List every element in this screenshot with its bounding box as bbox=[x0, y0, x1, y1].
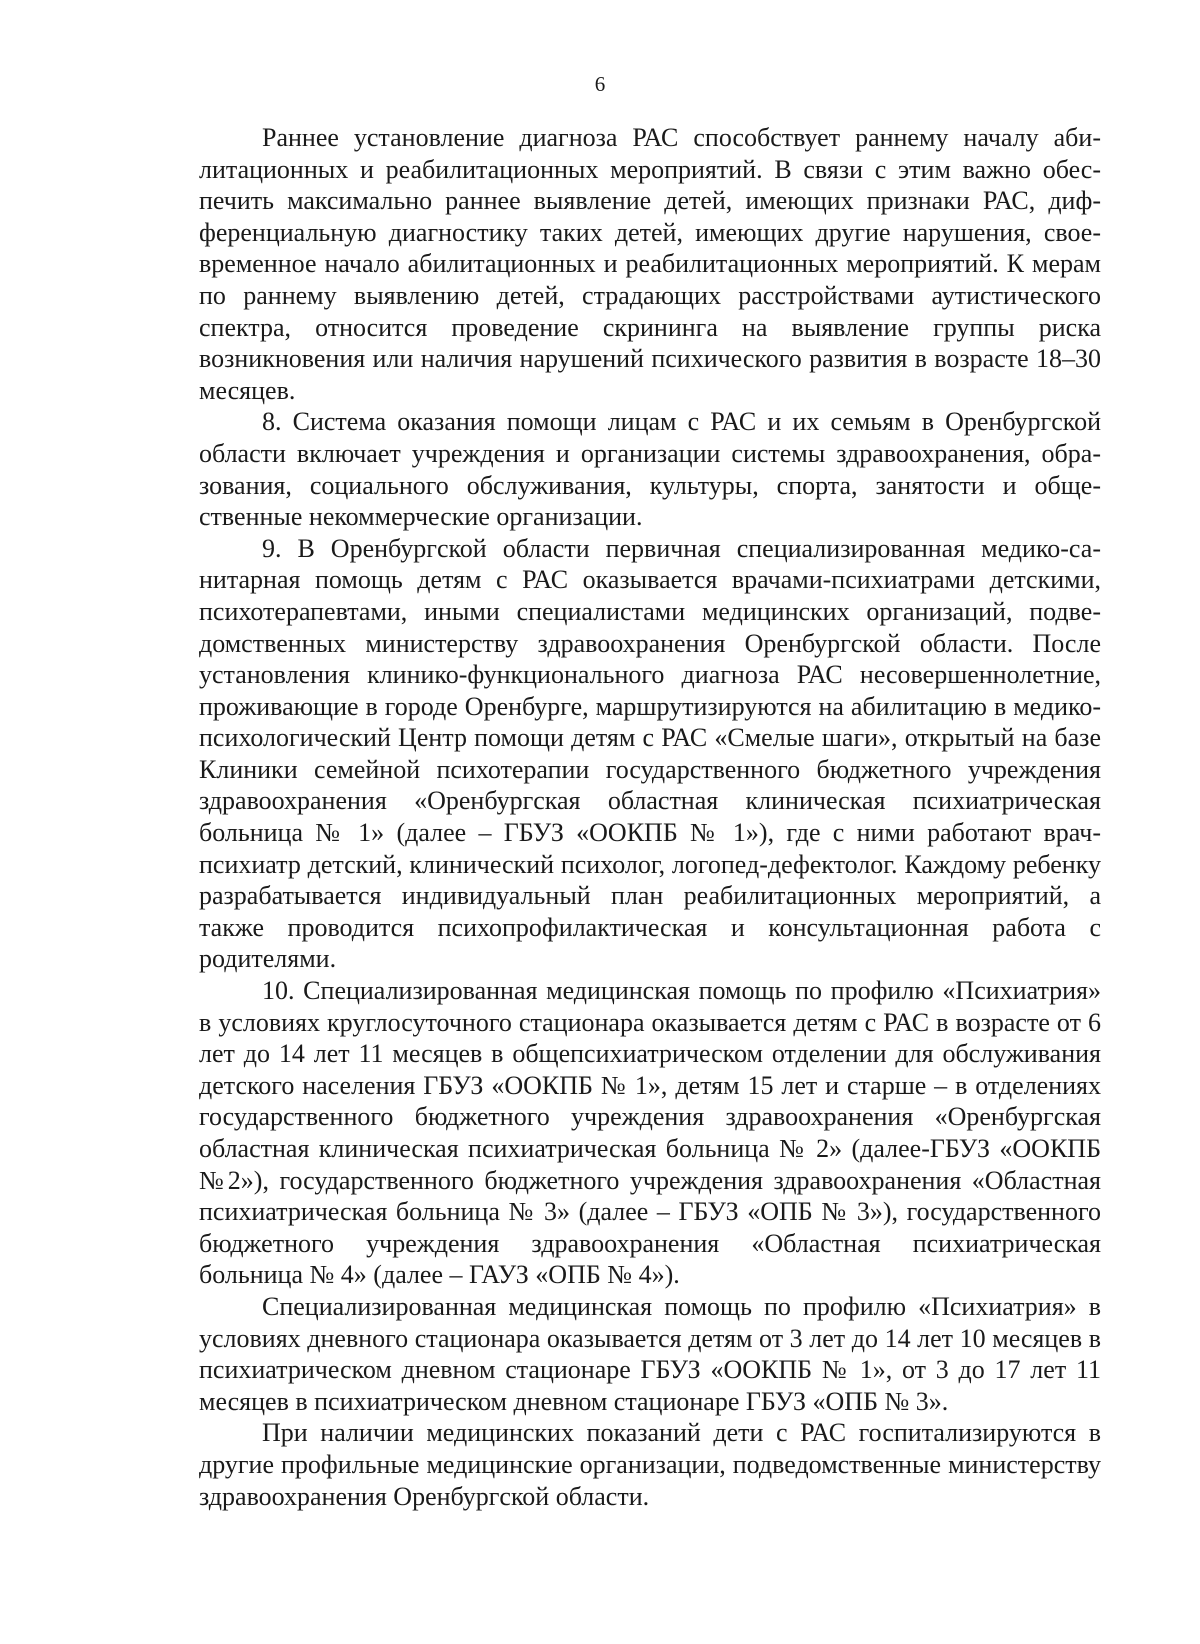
paragraph-intro: Раннее установление диагноза РАС способствует раннему началу абилитационных и реабилитационных мероприятий. В связи с этим важно обеспечить максимально раннее выявление детей, имеющих признаки РАС, дифференциальную диагностику таких детей, имеющих другие нарушения, своевременное начало абилитационных и реабилитационных мероприятий. К мерам по раннему выявлению детей, страдающих расстройствами аутистического спектра, относится проведение скрининга на выявление группы риска возникновения или наличия нарушений психического развития в возрасте 18–30 месяцев. bbox=[199, 123, 1101, 405]
paragraph-day-hospital: Специализированная медицинская помощь по профилю «Психиатрия» в условиях дневного стационара оказывается детям от 3 лет до 14 лет 10 месяцев в психиатрическом дневном стационаре ГБУЗ «ООКПБ № 1», от 3 до 17 лет 11 месяцев в психиатрическом дневном стационаре ГБУЗ «ОПБ № 3». bbox=[199, 1291, 1101, 1416]
page-number: 6 bbox=[594, 72, 606, 96]
paragraph-hospitalization: При наличии медицинских показаний дети с РАС госпитализируются в другие профильные медицинские организации, подведомственные министерству здравоохранения Оренбургской области. bbox=[199, 1418, 1101, 1511]
paragraph-10: 10. Специализированная медицинская помощь по профилю «Психиатрия» в условиях круглосуточного стационара оказывается детям с РАС в возрасте от 6 лет до 14 лет 11 месяцев в общепсихиатрическом отделении для обслуживания детского населения ГБУЗ «ООКПБ № 1», детям 15 лет и старше – в отделениях государственного бюджетного учреждения здравоохранения «Оренбургская областная клиническая психиатрическая больница № 2» (далее-ГБУЗ «ООКПБ №2»), государственного бюджетного учреждения здравоохранения «Областная психиатрическая больница № 3» (далее – ГБУЗ «ОПБ № 3»), государственного бюджетного учреждения здравоохранения «Областная психиатрическая больница № 4» (далее – ГАУЗ «ОПБ № 4»). bbox=[199, 976, 1101, 1290]
paragraph-8: 8. Система оказания помощи лицам с РАС и их семьям в Оренбургской области включает учреждения и организации системы здравоохранения, образования, социального обслуживания, культуры, спорта, занятости и общественные некоммерческие организации. bbox=[199, 407, 1101, 532]
paragraph-9: 9. В Оренбургской области первичная специализированная медико-санитарная помощь детям с РАС оказывается врачами-психиатрами детскими, психотерапевтами, иными специалистами медицинских организаций, подведомственных министерству здравоохранения Оренбургской области. После установления клинико-функционального диагноза РАС несовершеннолетние, проживающие в городе Оренбурге, маршрутизируются на абилитацию в медико-психологический Центр помощи детям с РАС «Смелые шаги», открытый на базе Клиники семейной психотерапии государственного бюджетного учреждения здравоохранения «Оренбургская областная клиническая психиатрическая больница № 1» (далее – ГБУЗ «ООКПБ № 1»), где с ними работают врач-психиатр детский, клинический психолог, логопед-дефектолог. Каждому ребенку разрабатывается индивидуальный план реабилитационных мероприятий, а также проводится психопрофилактическая и консультационная работа с родителями. bbox=[199, 533, 1101, 974]
document-body bbox=[199, 122, 1101, 1512]
